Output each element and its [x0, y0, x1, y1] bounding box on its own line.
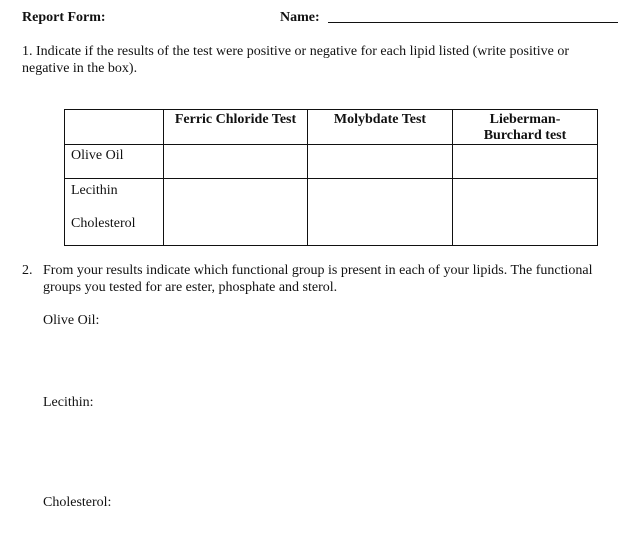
table-header-row	[65, 110, 598, 145]
header-lieberman-line-2: Burchard test	[483, 128, 567, 143]
results-table	[64, 109, 598, 246]
answer-cell-olive-oil-lieberman[interactable]	[453, 145, 598, 179]
table-row	[65, 145, 598, 179]
answer-cell-lecithin-cholesterol-ferric[interactable]	[164, 179, 308, 246]
answer-cell-lecithin-cholesterol-lieberman[interactable]	[453, 179, 598, 246]
row-label-lecithin: Lecithin	[71, 183, 118, 198]
header-lieberman-line-1: Lieberman-	[489, 112, 561, 127]
answer-label-cholesterol: Cholesterol:	[43, 495, 112, 510]
table-row	[65, 179, 598, 246]
corner-cell	[65, 110, 164, 145]
header-lieberman-burchard-test	[453, 110, 598, 145]
question-2-number: 2.	[22, 263, 33, 278]
question-2-text: From your results indicate which functional group is present in each of your lipids. The functional groups you tested for are ester, phosphate and sterol.	[43, 263, 593, 295]
header-ferric-chloride-test: Ferric Chloride Test	[164, 110, 308, 145]
answer-cell-olive-oil-ferric[interactable]	[164, 145, 308, 179]
question-2	[22, 262, 617, 296]
answer-cell-lecithin-cholesterol-molybdate[interactable]	[308, 179, 453, 246]
row-label-lecithin-cholesterol	[65, 179, 164, 246]
name-label: Name:	[280, 10, 320, 25]
report-form-title: Report Form:	[22, 10, 106, 25]
header-molybdate-test: Molybdate Test	[308, 110, 453, 145]
name-field-line[interactable]	[328, 22, 618, 23]
answer-cell-olive-oil-molybdate[interactable]	[308, 145, 453, 179]
row-label-olive-oil: Olive Oil	[65, 145, 164, 179]
answer-label-olive-oil: Olive Oil:	[43, 313, 100, 328]
answer-label-lecithin: Lecithin:	[43, 395, 94, 410]
row-label-cholesterol: Cholesterol	[71, 216, 136, 231]
question-1-text: 1. Indicate if the results of the test were positive or negative for each lipid listed (write positive or negative in the box).	[22, 44, 569, 76]
